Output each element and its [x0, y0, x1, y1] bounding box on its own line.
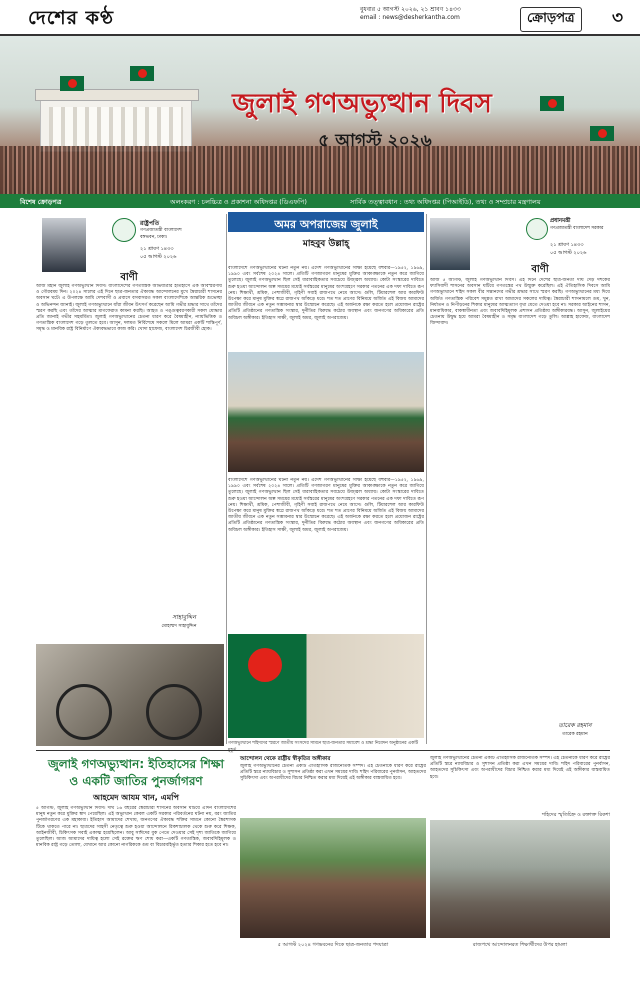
bottom-article: [36, 756, 236, 956]
message-date-en: ০৫ আগস্ট ২০২৬: [550, 250, 587, 256]
bottom-headline-line2: ও একটি জাতির পুনর্জাগরণ: [69, 774, 203, 788]
wheel-illustration: [146, 684, 202, 740]
message-body: আজ ৫ আগস্ট, জুলাই গণঅভ্যুত্থান দিবস। এই দিনে দেশের ছাত্র-জনতা দীর্ঘ দেড় দশকের ফ্যাসিবাদী শাসনের অবসান ঘটিয়ে গণতন্ত্রের পথ উন্মুক্ত করেছিল। এই ঐতিহাসিক দিবসে আমি গণঅভ্যুত্থানে শহিদ সকল বীর সন্তানদের গভীর শ্রদ্ধার সাথে স্মরণ করছি। গণঅভ্যুত্থানের মধ্য দিয়ে অর্জিত গণতান্ত্রিক পরিবেশ সমুন্নত রাখা আমাদের সকলের দায়িত্ব। স্বৈরাচারী শাসনামলে গুম, খুন, নির্যাতন ও নিপীড়নের শিকার মানুষের আত্মত্যাগ বৃথা যেতে দেওয়া হবে না। সরকার আইনের শাসন, মানবাধিকার, বাকস্বাধীনতা এবং জবাবদিহিমূলক প্রশাসন প্রতিষ্ঠায় অঙ্গীকারবদ্ধ। আসুন, জুলাইয়ের চেতনায় উদ্বুদ্ধ হয়ে আমরা বৈষম্যহীন ও সমৃদ্ধ বাংলাদেশ গড়ে তুলি। আল্লাহ হাফেজ, বাংলাদেশ জিন্দাবাদ।: [430, 278, 610, 327]
pm-portrait: [430, 218, 470, 270]
flag-circle-icon: [248, 648, 282, 682]
message-heading: বাণী: [531, 264, 549, 275]
bottom-author: আহমেদ আযম খান, এমপি: [93, 793, 179, 802]
signer-name: মোহাম্মদ সাহাবুদ্দিন: [161, 624, 197, 629]
special-label: বিশেষ ক্রোড়পত্র: [20, 198, 62, 206]
government-seal-icon: [112, 218, 136, 242]
supplement-label: ক্রোড়পত্র: [520, 7, 582, 32]
message-heading: বাণী: [120, 272, 138, 283]
message-date-bn: ২১ শ্রাবণ ১৪৩৩: [550, 242, 584, 248]
side-caption: শহিদের স্মৃতিচিহ্ন ও রক্তাক্ত রিকশা: [541, 812, 610, 818]
bottom-middle-column: [240, 756, 426, 956]
banner-date: ৫ আগস্ট ২০২৬: [318, 131, 432, 151]
email-address: email : news@desherkantha.com: [360, 14, 460, 21]
building-pillars: [49, 107, 183, 147]
column-divider: [426, 214, 427, 744]
bottom-headline-line1: জুলাই গণঅভ্যুত্থান: ইতিহাসের শিক্ষা: [47, 757, 225, 771]
wheel-illustration: [56, 684, 112, 740]
dateline: বুধবার ৫ আগস্ট ২০২৬, ২১ শ্রাবণ ১৪৩৩: [360, 6, 461, 13]
photo-caption: ৫ আগস্ট ২০২৪ গণভবনের দিকে ছাত্র-জনতার পদযাত্রা: [277, 942, 389, 948]
government-seal-icon: [526, 218, 548, 240]
message-role: রাষ্ট্রপতি: [140, 220, 160, 227]
article-headline: অমর অপরাজেয় জুলাই: [274, 218, 378, 231]
credit-strip: [0, 194, 640, 208]
rickshaw-photo: [36, 644, 224, 746]
photo-caption: রাজপথে আন্দোলনরত শিক্ষার্থীদের উপর হামলা: [472, 942, 568, 948]
message-date-en: ০৫ আগস্ট ২০২৬: [140, 254, 177, 260]
coordination-credit: সার্বিক তত্ত্বাবধান : তথ্য অধিদপ্তর (পিআইডি), তথ্য ও সম্প্রচার মন্ত্রণালয়: [350, 198, 541, 206]
message-office: গণপ্রজাতন্ত্রী বাংলাদেশ সরকার: [550, 226, 604, 231]
section-divider: [36, 750, 610, 751]
article-body: বাংলাদেশে গণঅভ্যুত্থানের ঘটনা নতুন নয়। এদেশ গণঅভ্যুত্থানের সাক্ষী হয়েছে বহুবার—১৯৫২, ১৯৬৯, ১৯৯০ এবং সর্বশেষ ২০২৪ সালে। প্রতিটি গণজাগরণ মানুষের মুক্তির আকাঙ্ক্ষাকে নতুন করে জাগিয়ে তুলেছে। জুলাই গণঅভ্যুত্থান ছিল সেই ধারাবাহিকতার সবচেয়ে উজ্জ্বল অধ্যায়। কোটা সংস্কারের দাবিতে শুরু হওয়া আন্দোলন অল্প সময়ের মধ্যেই সর্বস্তরের মানুষের অংশগ্রহণে সরকার পতনের এক দফা দাবিতে রূপ নেয়। শিক্ষার্থী, শ্রমিক, পেশাজীবী, গৃহিণী সবাই রাজপথে নেমে আসে। গুলি, টিয়ারশেল আর কারফিউ উপেক্ষা করে মানুষ মুক্তির স্বপ্নে রাজপথ আঁকড়ে ধরে। শত শত প্রাণের বিনিময়ে অর্জিত এই বিজয় আমাদের জাতীয় জীবনে এক নতুন সম্ভাবনার দ্বার উন্মোচন করেছে। এই অর্জনকে রক্ষা করতে হলে প্রয়োজন রাষ্ট্রের প্রতিটি প্রতিষ্ঠানের গণতান্ত্রিক সংস্কার, দুর্নীতির বিরুদ্ধে কঠোর অবস্থান এবং জনগণের অধিকারের প্রতি অবিচল অঙ্গীকার। ইতিহাস সাক্ষী, জুলাই অমর, জুলাই অপরাজেয়।: [228, 266, 424, 321]
message-body: আজ মহান জুলাই গণঅভ্যুত্থান দিবস। বাংলাদেশের গণতান্ত্রিক অভিযাত্রার ইতিহাসে এক অবিস্মরণীয় ও গৌরবময় দিন। ২০২৪ সালের এই দিনে ছাত্র-জনতার ঐক্যবদ্ধ আন্দোলনের মুখে স্বৈরাচারী শাসনের অবসান ঘটে। এ উপলক্ষে আমি দেশবাসী ও প্রবাসে বসবাসরত সকল বাংলাদেশিকে আন্তরিক শুভেচ্ছা ও অভিনন্দন জানাই। জুলাই গণঅভ্যুত্থানে যাঁরা জীবন উৎসর্গ করেছেন আমি গভীর শ্রদ্ধার সাথে তাঁদের স্মরণ করছি এবং তাঁদের আত্মার মাগফেরাত কামনা করছি। আহত ও পঙ্গুত্ববরণকারী সকল যোদ্ধার প্রতি জানাই গভীর সহমর্মিতা। জুলাই গণঅভ্যুত্থানের চেতনা ধারণ করে বৈষম্যহীন, ন্যায়ভিত্তিক ও গণতান্ত্রিক বাংলাদেশ গড়ে তুলতে হবে। আসুন, দলমত নির্বিশেষে সকলে মিলে আমরা একটি শান্তিপূর্ণ, সমৃদ্ধ ও মানবিক রাষ্ট্র বিনির্মাণে ঐক্যবদ্ধভাবে কাজ করি। খোদা হাফেজ, বাংলাদেশ চিরজীবী হোক।: [36, 284, 222, 333]
parliament-rally-photo: [228, 352, 424, 472]
signature: তারেক রহমান: [558, 722, 592, 729]
center-article: [228, 212, 424, 748]
flag-icon: [130, 66, 154, 81]
banner-title: জুলাই গণঅভ্যুত্থান দিবস: [232, 89, 492, 119]
article-body-continued: বাংলাদেশে গণঅভ্যুত্থানের ঘটনা নতুন নয়। এদেশ গণঅভ্যুত্থানের সাক্ষী হয়েছে বহুবার—১৯৫২, ১৯৬৯, ১৯৯০ এবং সর্বশেষ ২০২৪ সালে। প্রতিটি গণজাগরণ মানুষের মুক্তির আকাঙ্ক্ষাকে নতুন করে জাগিয়ে তুলেছে। জুলাই গণঅভ্যুত্থান ছিল সেই ধারাবাহিকতার সবচেয়ে উজ্জ্বল অধ্যায়। কোটা সংস্কারের দাবিতে শুরু হওয়া আন্দোলন অল্প সময়ের মধ্যেই সর্বস্তরের মানুষের অংশগ্রহণে সরকার পতনের এক দফা দাবিতে রূপ নেয়। শিক্ষার্থী, শ্রমিক, পেশাজীবী, গৃহিণী সবাই রাজপথে নেমে আসে। গুলি, টিয়ারশেল আর কারফিউ উপেক্ষা করে মানুষ মুক্তির স্বপ্নে রাজপথ আঁকড়ে ধরে। শত শত প্রাণের বিনিময়ে অর্জিত এই বিজয় আমাদের জাতীয় জীবনে এক নতুন সম্ভাবনার দ্বার উন্মোচন করেছে। এই অর্জনকে রক্ষা করতে হলে প্রয়োজন রাষ্ট্রের প্রতিটি প্রতিষ্ঠানের গণতান্ত্রিক সংস্কার, দুর্নীতির বিরুদ্ধে কঠোর অবস্থান এবং জনগণের অধিকারের প্রতি অবিচল অঙ্গীকার। ইতিহাস সাক্ষী, জুলাই অমর, জুলাই অপরাজেয়।: [228, 478, 424, 533]
president-portrait: [42, 218, 86, 272]
message-office: গণপ্রজাতন্ত্রী বাংলাদেশ: [140, 228, 182, 233]
parliament-building-illustration: [40, 98, 192, 152]
article-author: মাহবুব উল্লাহ্: [302, 239, 350, 249]
banner: [0, 36, 640, 194]
message-office-sub: বঙ্গভবন, ঢাকা।: [140, 235, 168, 240]
paper-name: দেশের কণ্ঠ: [28, 7, 115, 29]
pm-message: [430, 214, 610, 744]
flag-icon: [540, 96, 564, 111]
meeting-photo: [228, 634, 424, 738]
flag-icon: [590, 126, 614, 141]
procession-photo: [240, 818, 426, 938]
signer-name: তারেক রহমান: [562, 732, 588, 737]
message-date-bn: ২১ শ্রাবণ ১৪৩৩: [140, 246, 174, 252]
attack-photo: [430, 820, 610, 938]
far-right-heading: আন্দোলন থেকে রাষ্ট্রীয় স্বীকৃতির অঙ্গীকার: [240, 756, 331, 762]
masthead: [0, 0, 640, 36]
column-divider: [226, 214, 227, 744]
message-role: প্রধানমন্ত্রী: [550, 218, 571, 224]
far-right-body-continued: জুলাই গণঅভ্যুত্থানের চেতনা একটি ঐতিহাসিক রাজনৈতিক সম্পদ। এই চেতনাকে ধারণ করে রাষ্ট্রের প্রতিটি স্তরে ন্যায়বিচার ও সুশাসন প্রতিষ্ঠা করা এখন সময়ের দাবি। শহিদ পরিবারের পুনর্বাসন, আহতদের সুচিকিৎসা এবং অপরাধীদের বিচার নিশ্চিত করার মধ্য দিয়েই এই অঙ্গীকার বাস্তবায়িত হবে।: [430, 756, 610, 780]
flag-icon: [60, 76, 84, 91]
far-right-body: জুলাই গণঅভ্যুত্থানের চেতনা একটি ঐতিহাসিক রাজনৈতিক সম্পদ। এই চেতনাকে ধারণ করে রাষ্ট্রের প্রতিটি স্তরে ন্যায়বিচার ও সুশাসন প্রতিষ্ঠা করা এখন সময়ের দাবি। শহিদ পরিবারের পুনর্বাসন, আহতদের সুচিকিৎসা এবং অপরাধীদের বিচার নিশ্চিত করার মধ্য দিয়েই এই অঙ্গীকার বাস্তবায়িত হবে।: [240, 764, 426, 782]
bottom-right-column: [430, 756, 610, 956]
bottom-body: ৫ আগস্ট, জুলাই গণঅভ্যুত্থান দিবস। দীর্ঘ ১৬ বছরের স্বৈরাচারী শাসনের অবসান ঘটিয়ে এদিন বাংলাদেশের মানুষ নতুন করে মুক্তির স্বাদ পেয়েছিল। এই অভ্যুত্থান কেবল একটি সরকার পরিবর্তনের ঘটনা নয়, বরং জাতির পুনর্জাগরণের এক মহাকাব্য। ইতিহাস আমাদের শেখায়, জনগণের ঐক্যবদ্ধ শক্তির সামনে কোনো স্বৈরশাসক টিকে থাকতে পারে না। ছাত্রদের সাহসী নেতৃত্বে শুরু হওয়া আন্দোলনে রিকশাচালক থেকে শুরু করে শিক্ষক, আইনজীবী, চিকিৎসক সবাই একাত্ম হয়েছিলেন। আবু সাঈদের বুক পেতে দেওয়ার সেই দৃশ্য জাতিকে জাগিয়ে তুলেছিল। আজ আমাদের দায়িত্ব হলো সেই রক্তের ঋণ শোধ করা—একটি গণতান্ত্রিক, জবাবদিহিমূলক ও মানবিক রাষ্ট্র গড়ে তোলা, যেখানে আর কোনো নাগরিককে গুম বা বিচারবহির্ভূত হত্যার শিকার হতে হবে না।: [36, 806, 236, 849]
photo-caption: গণঅভ্যুত্থানে শহিদদের স্মরণে জাতীয় সংসদের সামনে ছাত্র-জনতার সমাবেশ ও শ্রদ্ধা নিবেদন অনুষ্ঠানের একটি: [228, 741, 418, 746]
layout-credit: অলংকরণ : চলচ্চিত্র ও প্রকাশনা অধিদপ্তর (ডিএফপি): [170, 198, 307, 206]
banner-title-box: [212, 84, 512, 126]
page-number: ৩: [612, 8, 624, 28]
president-message: [36, 214, 222, 639]
signature: সাহাবুদ্দিন: [172, 614, 196, 621]
